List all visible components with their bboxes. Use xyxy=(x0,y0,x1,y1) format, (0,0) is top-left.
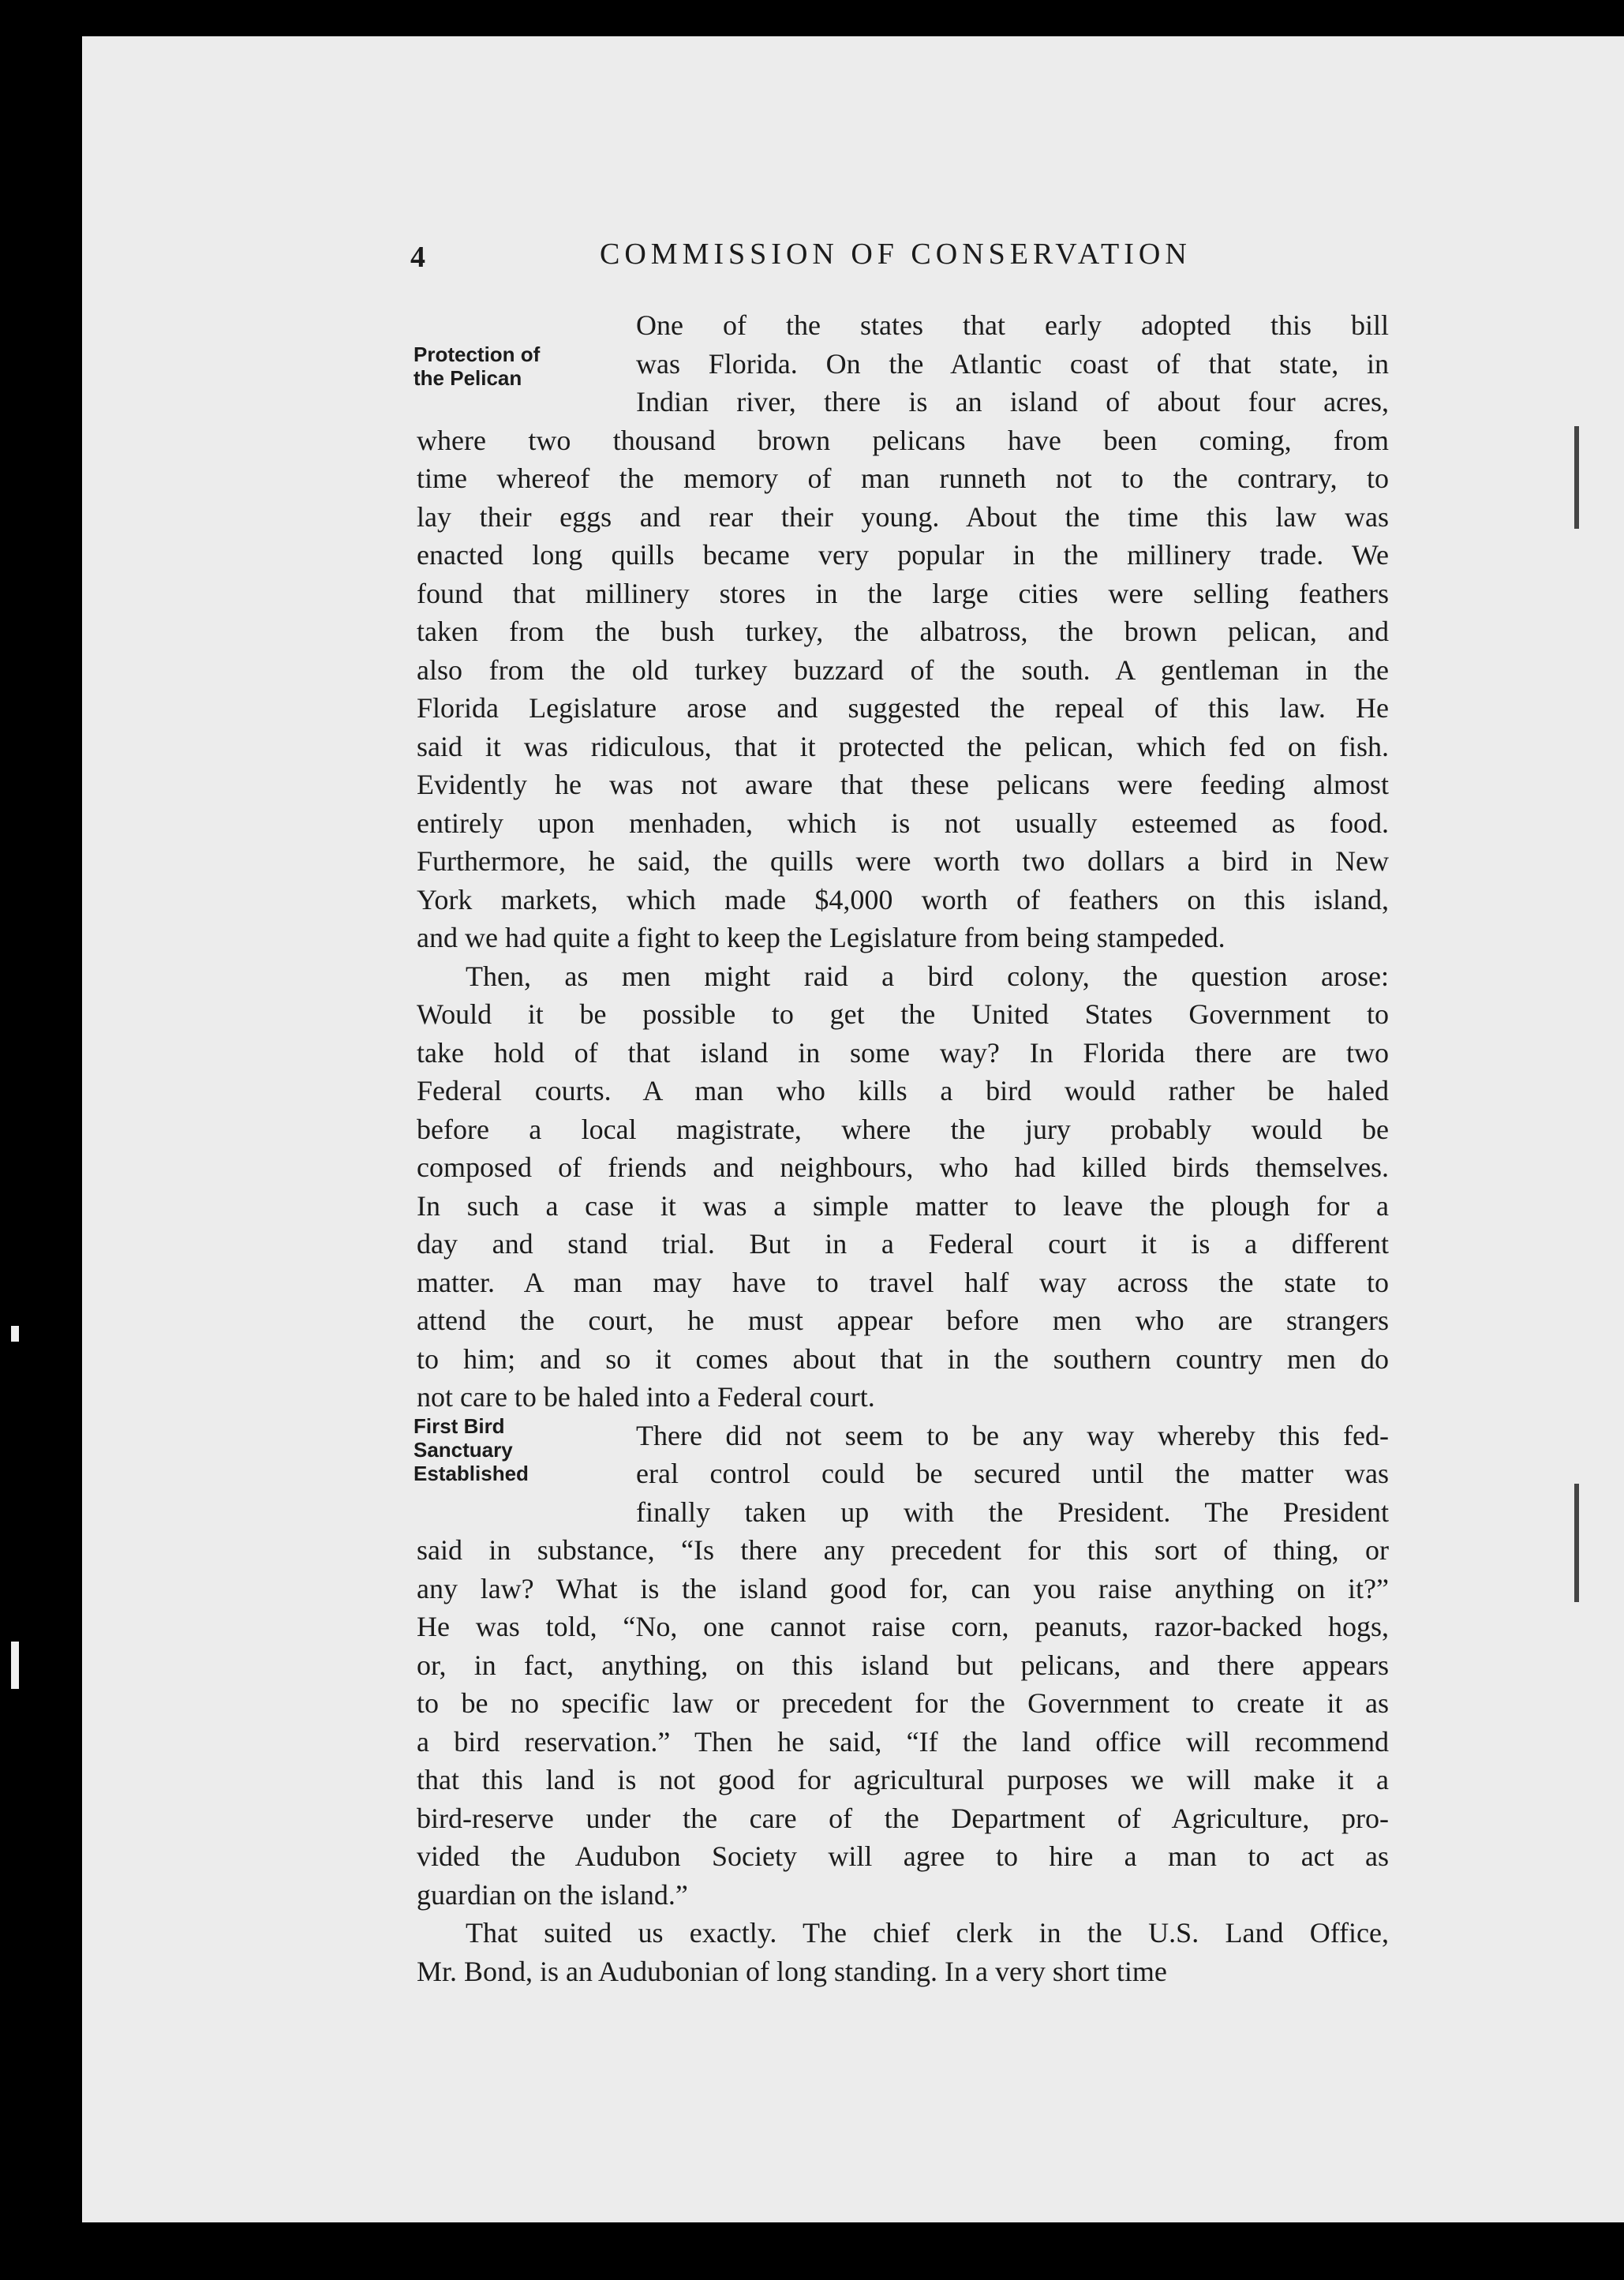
text-line: taken from the bush turkey, the albatross, the brown pelican, and xyxy=(417,616,1389,647)
text-line: Furthermore, he said, the quills were worth two dollars a bird in New xyxy=(417,845,1389,877)
text-line: Federal courts. A man who kills a bird would rather be haled xyxy=(417,1075,1389,1106)
sidenote-line: First Bird xyxy=(413,1414,505,1438)
text-line: attend the court, he must appear before men who are strangers xyxy=(417,1305,1389,1336)
text-line: Mr. Bond, is an Audubonian of long standing. In a very short time xyxy=(417,1955,1167,1987)
page-header xyxy=(410,237,1460,276)
text-line: day and stand trial. But in a Federal court it is a different xyxy=(417,1228,1389,1260)
scan-edge-mark xyxy=(1574,1484,1579,1602)
paragraph xyxy=(417,957,1389,1417)
scan-edge-mark xyxy=(1574,426,1579,529)
sidenote-line: Established xyxy=(413,1462,529,1485)
scan-edge-mark xyxy=(11,1326,19,1342)
text-line: any law? What is the island good for, can you raise anything on it?” xyxy=(417,1572,1389,1604)
text-line: a bird reservation.” Then he said, “If the land office will recommend xyxy=(417,1725,1389,1758)
text-line: composed of friends and neighbours, who had killed birds themselves. xyxy=(417,1151,1389,1183)
sidenote-line: Sanctuary xyxy=(413,1438,513,1462)
text-line: There did not seem to be any way whereby this fed- xyxy=(636,1419,1389,1451)
text-line: to him; and so it comes about that in the southern country men do xyxy=(417,1342,1389,1375)
text-line: York markets, which made $4,000 worth of feathers on this island, xyxy=(417,883,1389,915)
paragraph xyxy=(417,1417,1389,1915)
text-line: was Florida. On the Atlantic coast of that state, in xyxy=(636,347,1389,380)
text-line: found that millinery stores in the large cities were selling feathers xyxy=(417,577,1389,609)
text-line: One of the states that early adopted this bill xyxy=(636,309,1389,341)
text-line: vided the Audubon Society will agree to hire a man to act as xyxy=(417,1840,1389,1872)
text-line: Then, as men might raid a bird colony, the question arose: xyxy=(466,960,1389,992)
text-line: to be no specific law or precedent for the Government to create it as xyxy=(417,1687,1389,1719)
text-line: said it was ridiculous, that it protected the pelican, which fed on fish. xyxy=(417,730,1389,762)
text-line: or, in fact, anything, on this island but pelicans, and there appears xyxy=(417,1649,1389,1681)
sidenote-line: Protection of xyxy=(413,343,541,366)
text-line: before a local magistrate, where the jury probably would be xyxy=(417,1113,1389,1145)
text-line: not care to be haled into a Federal court. xyxy=(417,1381,875,1413)
text-line: take hold of that island in some way? In Florida there are two xyxy=(417,1036,1389,1069)
text-line: Evidently he was not aware that these pelicans were feeding almost xyxy=(417,769,1389,800)
text-line: eral control could be secured until the matter was xyxy=(636,1458,1389,1489)
text-line: said in substance, “Is there any precedent for this sort of thing, or xyxy=(417,1534,1389,1566)
text-line: and we had quite a fight to keep the Legislature from being stampeded. xyxy=(417,922,1225,953)
text-line: Would it be possible to get the United States Government to xyxy=(417,998,1389,1030)
text-line: entirely upon menhaden, which is not usually esteemed as food. xyxy=(417,807,1389,839)
scan-edge-mark xyxy=(11,1642,19,1689)
running-title: COMMISSION OF CONSERVATION xyxy=(600,238,1192,271)
sidenote-line: the Pelican xyxy=(413,366,522,390)
text-line: also from the old turkey buzzard of the south. A gentleman in the xyxy=(417,653,1389,686)
text-line: matter. A man may have to travel half way across the state to xyxy=(417,1266,1389,1298)
text-line: finally taken up with the President. The President xyxy=(636,1496,1389,1528)
body-text xyxy=(417,306,1389,1990)
text-line: enacted long quills became very popular in the millinery trade. We xyxy=(417,539,1389,571)
text-line: guardian on the island.” xyxy=(417,1878,688,1911)
text-line: bird-reserve under the care of the Department of Agriculture, pro- xyxy=(417,1802,1389,1834)
text-line: In such a case it was a simple matter to leave the plough for a xyxy=(417,1189,1389,1222)
text-line: Indian river, there is an island of about four acres, xyxy=(636,386,1389,417)
text-line: lay their eggs and rear their young. About the time this law was xyxy=(417,500,1389,533)
paragraph xyxy=(417,306,1389,957)
text-line: that this land is not good for agricultural purposes we will make it a xyxy=(417,1764,1389,1795)
text-line: Florida Legislature arose and suggested the repeal of this law. He xyxy=(417,692,1389,724)
text-line: where two thousand brown pelicans have been coming, from xyxy=(417,424,1389,456)
text-line: time whereof the memory of man runneth not to the contrary, to xyxy=(417,462,1389,494)
text-line: That suited us exactly. The chief clerk in the U.S. Land Office, xyxy=(466,1917,1389,1949)
text-line: He was told, “No, one cannot raise corn, peanuts, razor-backed hogs, xyxy=(417,1611,1389,1642)
page-number: 4 xyxy=(410,241,425,274)
paragraph xyxy=(417,1914,1389,1990)
